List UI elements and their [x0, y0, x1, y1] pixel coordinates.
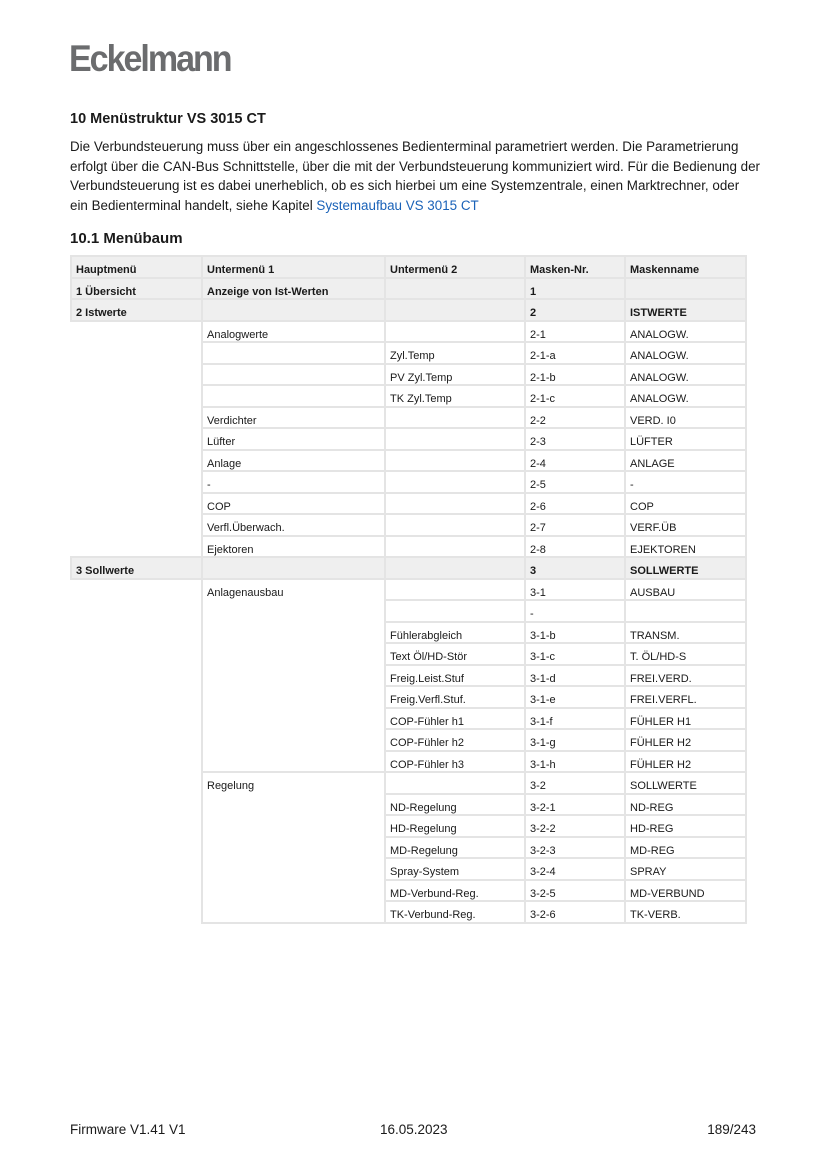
table-cell: 3-1-g	[525, 729, 625, 751]
table-cell: 3-2	[525, 772, 625, 794]
chapter-heading: 10 Menüstruktur VS 3015 CT	[70, 111, 266, 127]
table-cell: COP-Fühler h2	[385, 729, 525, 751]
table-cell: AUSBAU	[625, 579, 746, 601]
table-cell: MD-REG	[625, 837, 746, 859]
table-cell: FÜHLER H2	[625, 751, 746, 773]
table-cell: ANLAGE	[625, 450, 746, 472]
table-cell: Anzeige von Ist-Werten	[202, 278, 385, 300]
section-heading: 10.1 Menübaum	[70, 230, 183, 247]
table-cell: Text Öl/HD-Stör	[385, 643, 525, 665]
table-cell: Freig.Verfl.Stuf.	[385, 686, 525, 708]
table-cell	[385, 493, 525, 515]
table-cell: Spray-System	[385, 858, 525, 880]
table-cell: TRANSM.	[625, 622, 746, 644]
table-cell: ANALOGW.	[625, 364, 746, 386]
table-cell: SPRAY	[625, 858, 746, 880]
table-cell: Anlage	[202, 450, 385, 472]
table-cell: HD-REG	[625, 815, 746, 837]
table-cell	[202, 557, 385, 579]
table-cell: Fühlerabgleich	[385, 622, 525, 644]
table-cell: 3-1-e	[525, 686, 625, 708]
table-cell	[202, 364, 385, 386]
table-cell	[385, 299, 525, 321]
column-header: Untermenü 1	[202, 256, 385, 278]
table-cell: 2-1-a	[525, 342, 625, 364]
menu-tree-table	[70, 255, 747, 924]
table-cell: ANALOGW.	[625, 342, 746, 364]
table-cell: 2-5	[525, 471, 625, 493]
table-cell: FÜHLER H1	[625, 708, 746, 730]
table-cell: FÜHLER H2	[625, 729, 746, 751]
table-cell: MD-VERBUND	[625, 880, 746, 902]
table-cell: VERF.ÜB	[625, 514, 746, 536]
eckelmann-logo: Eckelmann	[69, 38, 231, 79]
column-header: Untermenü 2	[385, 256, 525, 278]
table-cell	[202, 385, 385, 407]
table-cell: SOLLWERTE	[625, 772, 746, 794]
table-cell	[385, 536, 525, 558]
table-cell: 3-2-2	[525, 815, 625, 837]
table-cell	[385, 278, 525, 300]
table-cell	[202, 299, 385, 321]
table-cell: 3-1	[525, 579, 625, 601]
table-cell: TK-VERB.	[625, 901, 746, 923]
column-header: Maskenname	[625, 256, 746, 278]
table-cell: Regelung	[202, 772, 385, 923]
table-cell: Anlagenausbau	[202, 579, 385, 773]
table-cell: -	[525, 600, 625, 622]
table-cell: SOLLWERTE	[625, 557, 746, 579]
table-cell: 2	[525, 299, 625, 321]
table-cell: 2-1-c	[525, 385, 625, 407]
table-cell: COP	[202, 493, 385, 515]
table-cell	[385, 557, 525, 579]
table-cell: 3 Sollwerte	[71, 557, 202, 579]
table-cell: MD-Regelung	[385, 837, 525, 859]
table-cell	[385, 428, 525, 450]
table-row	[71, 321, 746, 343]
table-cell: 2-6	[525, 493, 625, 515]
table-cell: COP-Fühler h3	[385, 751, 525, 773]
table-cell: 1 Übersicht	[71, 278, 202, 300]
table-cell: MD-Verbund-Reg.	[385, 880, 525, 902]
table-cell: COP-Fühler h1	[385, 708, 525, 730]
footer-firmware: Firmware V1.41 V1	[70, 1122, 186, 1137]
table-cell	[385, 772, 525, 794]
table-cell	[202, 342, 385, 364]
table-cell: 3-1-b	[525, 622, 625, 644]
table-cell: VERD. I0	[625, 407, 746, 429]
table-cell: Lüfter	[202, 428, 385, 450]
table-cell: Zyl.Temp	[385, 342, 525, 364]
table-cell: 3-2-3	[525, 837, 625, 859]
table-cell: Freig.Leist.Stuf	[385, 665, 525, 687]
table-cell: 3-2-4	[525, 858, 625, 880]
intro-paragraph	[70, 137, 760, 215]
table-cell: 3-2-1	[525, 794, 625, 816]
table-row	[71, 579, 746, 601]
table-cell: 2-1-b	[525, 364, 625, 386]
table-cell: 2-7	[525, 514, 625, 536]
table-cell: 2-3	[525, 428, 625, 450]
table-cell: 3-1-f	[525, 708, 625, 730]
table-cell: PV Zyl.Temp	[385, 364, 525, 386]
chapter-link[interactable]: Systemaufbau VS 3015 CT	[316, 197, 479, 213]
footer-date: 16.05.2023	[380, 1122, 448, 1137]
table-cell: Ejektoren	[202, 536, 385, 558]
table-cell: Verdichter	[202, 407, 385, 429]
table-cell: EJEKTOREN	[625, 536, 746, 558]
table-cell: Analogwerte	[202, 321, 385, 343]
table-cell	[385, 600, 525, 622]
table-cell: COP	[625, 493, 746, 515]
table-cell: TK Zyl.Temp	[385, 385, 525, 407]
table-cell: 3-1-h	[525, 751, 625, 773]
table-cell: ANALOGW.	[625, 321, 746, 343]
table-cell: 3-2-6	[525, 901, 625, 923]
table-cell: HD-Regelung	[385, 815, 525, 837]
table-cell	[71, 321, 202, 558]
table-cell: 1	[525, 278, 625, 300]
table-cell: 3-1-d	[525, 665, 625, 687]
paragraph-text: Die Verbundsteuerung muss über ein angeschlossenes Bedienterminal parametriert werden. Die Parametrierung erfolgt über die CAN-Bus Schnittstelle, über die mit der Verbundsteuerung kommuniziert wird. Für die Bedienung der Verbundsteuerung ist es dabei unerheblich, ob es sich hierbei um eine Systemzentrale, einen Marktrechner, oder ein Bedienterminal handelt, siehe Kapitel	[70, 139, 760, 213]
column-header: Masken-Nr.	[525, 256, 625, 278]
table-cell: ISTWERTE	[625, 299, 746, 321]
table-cell: -	[202, 471, 385, 493]
table-cell: 2-4	[525, 450, 625, 472]
table-cell	[385, 407, 525, 429]
table-cell: FREI.VERFL.	[625, 686, 746, 708]
table-cell: FREI.VERD.	[625, 665, 746, 687]
table-row	[71, 278, 746, 300]
table-cell: T. ÖL/HD-S	[625, 643, 746, 665]
table-cell: ANALOGW.	[625, 385, 746, 407]
table-cell: ND-Regelung	[385, 794, 525, 816]
table-cell: 3	[525, 557, 625, 579]
table-cell	[385, 579, 525, 601]
table-cell: ND-REG	[625, 794, 746, 816]
table-row	[71, 557, 746, 579]
table-cell: TK-Verbund-Reg.	[385, 901, 525, 923]
table-cell	[625, 600, 746, 622]
table-cell	[385, 321, 525, 343]
table-cell: Verfl.Überwach.	[202, 514, 385, 536]
table-cell: LÜFTER	[625, 428, 746, 450]
table-cell	[385, 514, 525, 536]
table-cell: 2-8	[525, 536, 625, 558]
table-header-row	[71, 256, 746, 278]
table-cell	[385, 471, 525, 493]
table-cell: 2-2	[525, 407, 625, 429]
table-cell	[625, 278, 746, 300]
table-cell	[385, 450, 525, 472]
table-cell: 2 Istwerte	[71, 299, 202, 321]
table-cell: 3-1-c	[525, 643, 625, 665]
table-row	[71, 299, 746, 321]
column-header: Hauptmenü	[71, 256, 202, 278]
table-cell: -	[625, 471, 746, 493]
table-cell	[71, 579, 202, 923]
footer-page-number: 189/243	[707, 1122, 756, 1137]
table-cell: 3-2-5	[525, 880, 625, 902]
table-cell: 2-1	[525, 321, 625, 343]
